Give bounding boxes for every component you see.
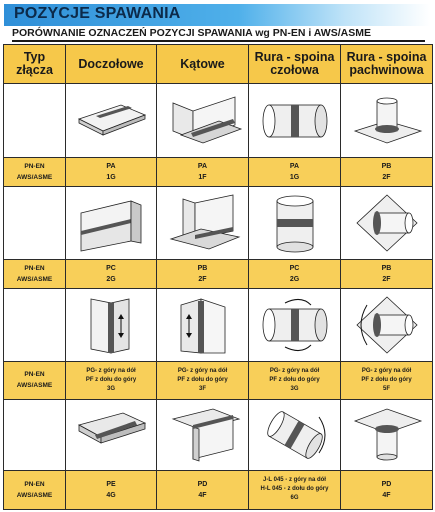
aws-code: 3G	[290, 385, 299, 392]
column-header-type: Typ złącza	[4, 45, 66, 84]
pn-code: PB	[381, 264, 392, 272]
welding-positions-table	[3, 44, 433, 510]
pipe-fillet-fixed-icon	[341, 288, 433, 361]
butt-weld-overhead-icon	[66, 399, 157, 470]
aws-code: 3F	[198, 385, 206, 392]
pn-code: PD	[381, 480, 392, 488]
pn-code: PB	[381, 163, 392, 171]
type-blank-cell	[4, 84, 66, 158]
pn-code: PA	[197, 163, 208, 171]
fillet-weld-vertical-icon	[157, 288, 249, 361]
aws-code: 1G	[289, 174, 300, 182]
butt-weld-flat-icon	[66, 84, 157, 158]
pn-code-alt: PF z dołu do góry	[269, 376, 320, 383]
pn-code: PG- z góry na dół	[177, 367, 228, 374]
type-blank-cell	[4, 187, 66, 260]
subtitle-divider	[12, 40, 425, 42]
pn-code-alt: PF z dołu do góry	[85, 376, 137, 383]
pn-code: PB	[197, 264, 208, 272]
pipe-butt-inclined-icon	[249, 399, 341, 470]
aws-code: 6G	[290, 495, 299, 502]
pipe-butt-vertical-axis-icon	[249, 187, 341, 260]
aws-code: 1F	[198, 174, 207, 182]
standard-pn-en-label: PN-EN	[24, 163, 45, 171]
standard-aws-label: AWS/ASME	[16, 275, 53, 283]
aws-code: 3G	[106, 385, 115, 392]
pn-code: PG- z góry na dół	[361, 367, 412, 374]
aws-code: 2G	[106, 275, 116, 283]
pn-code: PG- z góry na dół	[269, 367, 320, 374]
pn-code: PC	[289, 264, 300, 272]
pipe-fillet-overhead-icon	[341, 399, 433, 470]
column-header-butt: Doczołowe	[66, 45, 157, 84]
column-header-pipe-butt: Rura - spoina czołowa	[249, 45, 341, 84]
standard-aws-label: AWS/ASME	[16, 491, 53, 499]
standard-pn-en-label: PN-EN	[24, 371, 45, 379]
butt-weld-vertical-icon	[66, 288, 157, 361]
pn-code: PG- z góry na dół	[86, 367, 136, 374]
aws-code: 2F	[382, 174, 391, 182]
standard-aws-label: AWS/ASME	[16, 174, 53, 182]
pipe-butt-rotated-icon	[249, 84, 341, 158]
aws-code: 4G	[106, 491, 116, 499]
aws-code: 2F	[382, 275, 391, 283]
pipe-fillet-rotated-icon	[341, 187, 433, 260]
page-title: POZYCJE SPAWANIA	[14, 5, 181, 22]
butt-weld-horizontal-icon	[66, 187, 157, 260]
standard-aws-label: AWS/ASME	[16, 382, 53, 390]
pn-code: PE	[106, 480, 116, 488]
type-blank-cell	[4, 399, 66, 470]
pn-code-alt: PF z dołu do góry	[177, 376, 228, 383]
pn-code: J-L 045 - z góry na dół	[263, 477, 326, 484]
type-blank-cell	[4, 288, 66, 361]
standard-pn-en-label: PN-EN	[24, 480, 45, 488]
aws-code: 2G	[289, 275, 300, 283]
pn-code: PC	[106, 264, 116, 272]
page-subtitle: PORÓWNANIE OZNACZEŃ POZYCJI SPAWANIA wg PN-EN i AWS/ASME	[12, 27, 371, 39]
column-header-fillet: Kątowe	[157, 45, 249, 84]
pipe-butt-fixed-horizontal-icon	[249, 288, 341, 361]
aws-code: 2F	[198, 275, 207, 283]
aws-code: 1G	[106, 174, 116, 182]
standard-pn-en-label: PN-EN	[24, 264, 45, 272]
aws-code: 4F	[198, 491, 207, 499]
fillet-weld-horizontal-icon	[157, 187, 249, 260]
pipe-fillet-horizontal-icon	[341, 84, 433, 158]
pn-code: PA	[106, 163, 116, 171]
pn-code: PA	[289, 163, 300, 171]
fillet-weld-flat-icon	[157, 84, 249, 158]
pn-code: PD	[197, 480, 208, 488]
aws-code: 4F	[382, 491, 391, 499]
title-bar	[4, 4, 430, 26]
fillet-weld-overhead-icon	[157, 399, 249, 470]
pn-code-alt: H-L 045 - z dołu do góry	[260, 486, 329, 493]
aws-code: 5F	[382, 385, 390, 392]
column-header-pipe-fillet: Rura - spoina pachwinowa	[341, 45, 433, 84]
pn-code-alt: PF z dołu do góry	[361, 376, 412, 383]
